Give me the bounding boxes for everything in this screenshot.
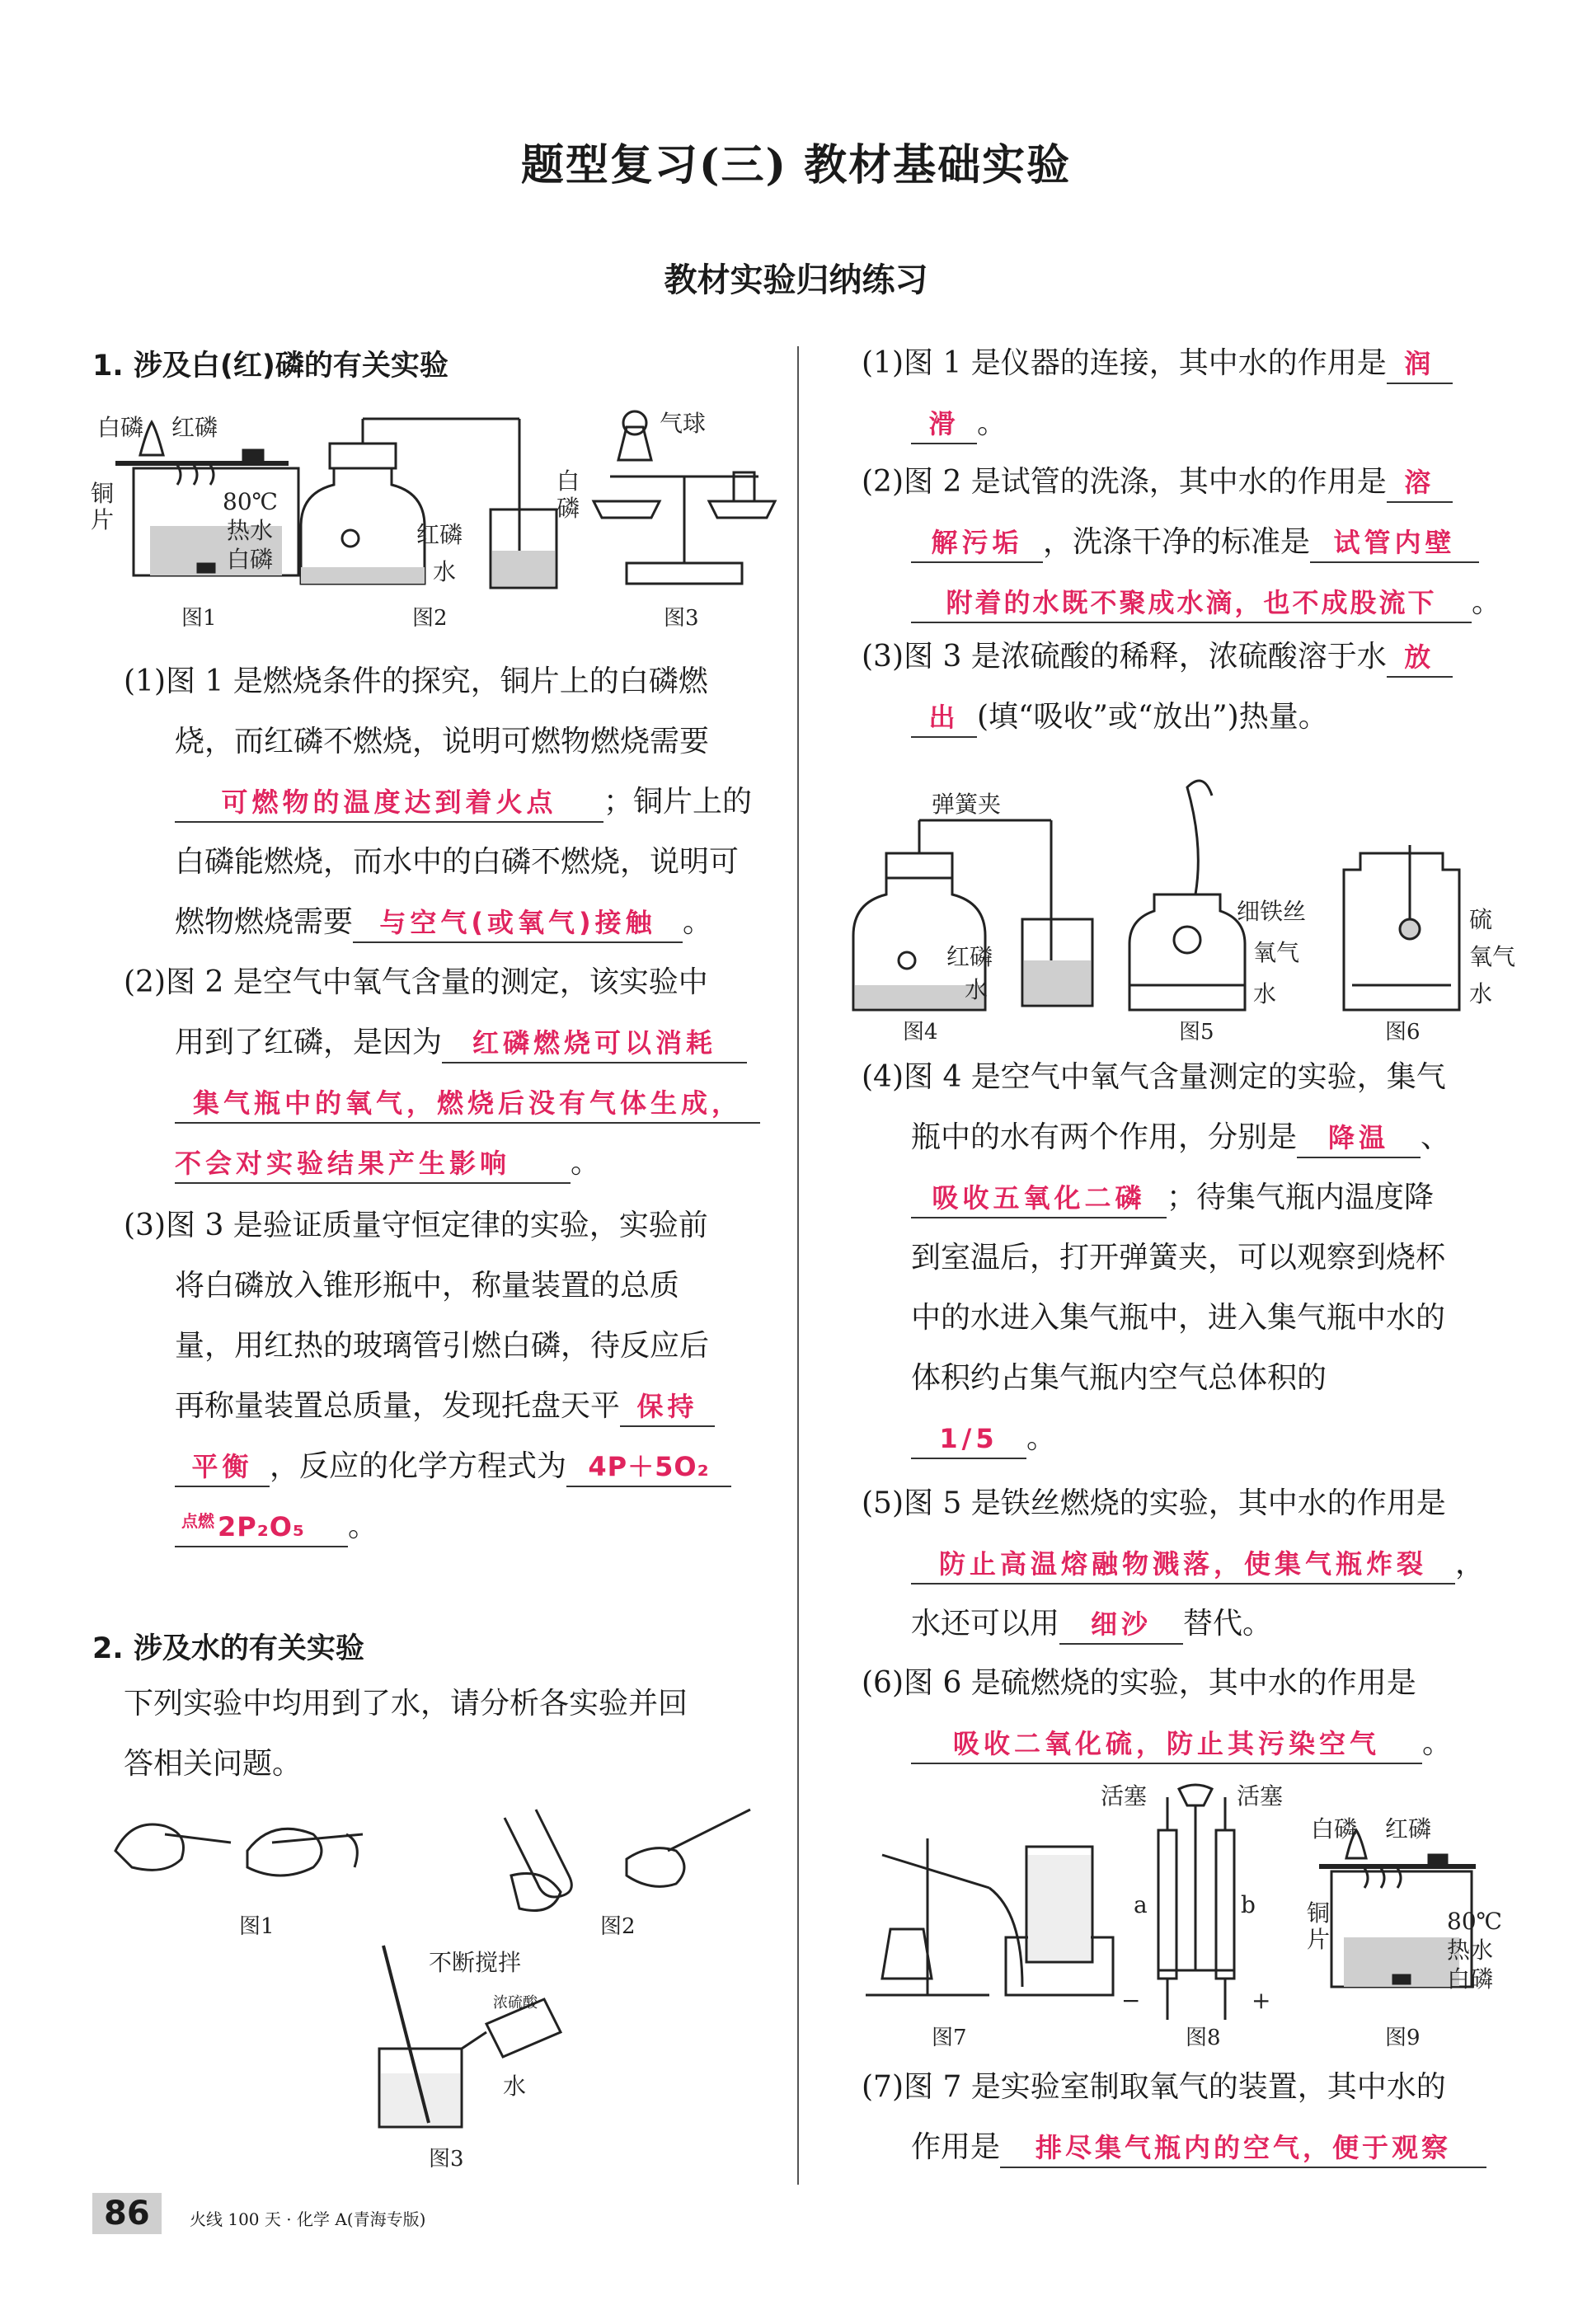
book-title: 火线 100 天 · 化学 A(青海专版)	[190, 2209, 426, 2229]
r-q3-text1: (3)图 3 是浓硫酸的稀释，浓硫酸溶于水	[862, 640, 1387, 674]
fig9-label-white-p: 白磷	[1311, 1815, 1358, 1843]
fig6-caption: 图6	[1385, 1020, 1421, 1045]
r-q4-text4: ；待集气瓶内温度降	[1167, 1181, 1435, 1214]
r-q1-answer1: 润	[1387, 345, 1453, 384]
fig8-caption: 图8	[1186, 2026, 1221, 2050]
s1-q1-line1: (1)图 1 是燃烧条件的探究，铜片上的白磷燃	[124, 664, 708, 698]
fig6-label-oxygen: 氧气	[1469, 943, 1516, 970]
s1-q3-line1: (3)图 3 是验证质量守恒定律的实验，实验前	[124, 1209, 708, 1242]
fig8-label-b: b	[1241, 1891, 1256, 1918]
s1-q1	[124, 651, 775, 952]
fig2-label-water: 水	[433, 558, 457, 585]
fig4-label-water: 水	[965, 976, 989, 1003]
fig6-label-water: 水	[1469, 980, 1493, 1007]
figures-7-9	[849, 1772, 1509, 2057]
page-subtitle: 教材实验归纳练习	[664, 261, 928, 299]
r-q5-text3: 水还可以用	[911, 1607, 1060, 1641]
s2-fig2-caption: 图2	[600, 1914, 636, 1939]
r-q4-text2: 瓶中的水有两个作用，分别是	[911, 1120, 1298, 1154]
r-q2-text3: 。	[1472, 585, 1502, 619]
r-q5-text2: ，	[1455, 1547, 1486, 1580]
page-number: 86	[92, 2193, 162, 2234]
r-q2-text2: ，洗涤干净的标准是	[1043, 525, 1311, 559]
r-q6	[862, 1653, 1505, 1773]
r-q6-line1: (6)图 6 是硫燃烧的实验，其中水的作用是	[862, 1666, 1416, 1700]
fig1-label-red-p: 红磷	[171, 414, 218, 441]
fig9-label-red-p: 红磷	[1385, 1815, 1432, 1843]
s1-q2-answer3: 不会对实验结果产生影响	[175, 1144, 571, 1184]
r-q2-answer4: 附着的水既不聚成水滴，也不成股流下	[911, 584, 1472, 623]
fig8-label-minus: −	[1121, 1987, 1141, 2014]
fig5-label-water: 水	[1253, 980, 1277, 1007]
fig4-label-red-p: 红磷	[946, 943, 993, 970]
r-q6-text2: 。	[1422, 1726, 1453, 1760]
s1-q1-text6: 。	[683, 905, 713, 939]
r-q4-line1: (4)图 4 是空气中氧气含量测定的实验，集气	[862, 1060, 1446, 1094]
fig2-caption: 图2	[412, 606, 448, 631]
r-q4-answer1: 降温	[1297, 1119, 1421, 1158]
s1-q2-line1: (2)图 2 是空气中氧气含量的测定，该实验中	[124, 965, 708, 999]
r-q3-answer1: 放	[1387, 638, 1453, 678]
r-q6-answer1: 吸收二氧化硫，防止其污染空气	[911, 1725, 1422, 1764]
s1-q3-text6: 。	[348, 1509, 378, 1543]
fig1-label-white-p: 白磷	[97, 414, 144, 441]
s1-q3-text5: ，反应的化学方程式为	[270, 1449, 567, 1483]
fig2-label-red-p: 红磷	[416, 521, 463, 548]
fig3-label-phosphorus: 磷	[556, 495, 580, 522]
r-q4-text8: 。	[1026, 1421, 1057, 1455]
fig9-caption: 图9	[1385, 2026, 1421, 2050]
r-q4-text3: 、	[1421, 1120, 1451, 1154]
fig8-label-a: a	[1134, 1891, 1148, 1918]
page-title: 题型复习(三) 教材基础实验	[520, 140, 1072, 190]
r-q2-answer1: 溶	[1387, 463, 1453, 503]
s1-q1-text5: 燃物燃烧需要	[175, 905, 354, 939]
r-q7-text2: 作用是	[911, 2130, 1001, 2164]
r-q3-answer2: 出	[911, 698, 977, 738]
fig9-label-hot-water: 热水	[1447, 1937, 1494, 1964]
r-q3-text2: (填“吸收”或“放出”)热量。	[977, 700, 1328, 734]
fig9-label-temp: 80℃	[1447, 1908, 1502, 1935]
section1-heading: 1. 涉及白(红)磷的有关实验	[92, 350, 448, 383]
r-q2	[862, 452, 1505, 632]
column-divider	[797, 346, 799, 2185]
fig4-caption: 图4	[903, 1020, 938, 1045]
r-q1-text1: (1)图 1 是仪器的连接，其中水的作用是	[862, 346, 1387, 380]
r-q1-answer2: 滑	[911, 405, 977, 444]
r-q3	[862, 627, 1505, 747]
fig9-label-white-p-water: 白磷	[1447, 1965, 1494, 1993]
r-q2-text1: (2)图 2 是试管的洗涤，其中水的作用是	[862, 465, 1387, 499]
s1-q1-text3: ；铜片上的	[603, 785, 753, 819]
r-q1-text2: 。	[977, 406, 1007, 440]
r-q1	[862, 333, 1505, 453]
s1-q3-line2: 将白磷放入锥形瓶中，称量装置的总质	[175, 1269, 680, 1303]
section2-figures	[99, 1785, 783, 2176]
fig8-label-plus: +	[1252, 1987, 1271, 2014]
section1-figures	[82, 402, 783, 641]
fig7-caption: 图7	[932, 2026, 967, 2050]
fig1-label-temp: 80℃	[223, 488, 278, 515]
s2-fig3-label-stir: 不断搅拌	[429, 1949, 522, 1976]
fig5-label-wire: 细铁丝	[1237, 898, 1307, 925]
fig5-caption: 图5	[1179, 1020, 1214, 1045]
fig6-label-sulfur: 硫	[1469, 906, 1493, 933]
s1-q1-line2: 烧，而红磷不燃烧，说明可燃物燃烧需要	[175, 725, 710, 758]
s1-q3-text4: 再称量装置总质量，发现托盘天平	[175, 1389, 621, 1423]
s2-intro	[124, 1674, 775, 1794]
fig8-label-valve-left: 活塞	[1101, 1782, 1148, 1810]
s2-intro-line2: 答相关问题。	[124, 1747, 303, 1781]
r-q5-answer2: 细沙	[1059, 1605, 1183, 1645]
fig9-label-copper: 铜	[1307, 1899, 1331, 1927]
r-q4-answer2: 吸收五氧化二磷	[911, 1179, 1167, 1218]
fig4-label-clip: 弹簧夹	[932, 791, 1002, 818]
fig1-label-sheet: 片	[91, 506, 115, 533]
s2-fig3-label-water: 水	[503, 2073, 527, 2100]
r-q7-line1: (7)图 7 是实验室制取氧气的装置，其中水的	[862, 2070, 1446, 2104]
s1-q3-answer3: 4P＋5O₂	[566, 1448, 731, 1487]
r-q4-line5: 到室温后，打开弹簧夹，可以观察到烧杯	[911, 1241, 1446, 1275]
fig3-caption: 图3	[664, 606, 699, 631]
s1-q2-text2: 用到了红磷，是因为	[175, 1026, 443, 1059]
s2-fig3-caption: 图3	[429, 2147, 464, 2171]
r-q4-answer3: 1/5	[911, 1420, 1026, 1459]
r-q7-answer1: 排尽集气瓶内的空气，便于观察	[1000, 2129, 1486, 2168]
s1-q2	[124, 952, 775, 1193]
s2-fig1-caption: 图1	[239, 1914, 275, 1939]
fig8-label-valve-right: 活塞	[1237, 1782, 1284, 1810]
s1-q3-answer1: 保持	[620, 1387, 715, 1427]
fig3-label-balloon: 气球	[660, 410, 707, 437]
s2-intro-line1: 下列实验中均用到了水，请分析各实验并回	[124, 1687, 688, 1721]
fig1-label-hot-water: 热水	[227, 517, 274, 544]
fig3-label-white: 白	[556, 467, 580, 495]
r-q5-answer1: 防止高温熔融物溅落，使集气瓶炸裂	[911, 1545, 1455, 1585]
s1-q1-answer1: 可燃物的温度达到着火点	[175, 783, 603, 823]
r-q5-line1: (5)图 5 是铁丝燃烧的实验，其中水的作用是	[862, 1486, 1446, 1520]
s1-q3	[124, 1195, 775, 1556]
r-q4-line7: 体积约占集气瓶内空气总体积的	[911, 1361, 1327, 1395]
r-q2-answer2: 解污垢	[911, 523, 1043, 563]
r-q4-line6: 中的水进入集气瓶中，进入集气瓶中水的	[911, 1301, 1446, 1335]
s1-q3-line3: 量，用红热的玻璃管引燃白磷，待反应后	[175, 1329, 710, 1363]
section2-heading: 2. 涉及水的有关实验	[92, 1632, 364, 1665]
fig5-label-oxygen: 氧气	[1253, 939, 1300, 966]
r-q5	[862, 1473, 1505, 1654]
s2-fig3-label-acid: 浓硫酸	[493, 1994, 538, 2012]
r-q5-text4: 替代。	[1183, 1607, 1273, 1641]
s1-q2-answer1: 红磷燃烧可以消耗	[442, 1024, 747, 1063]
figures-4-6	[849, 754, 1516, 1051]
s1-q3-answer2: 平衡	[175, 1448, 270, 1487]
r-q4	[862, 1047, 1505, 1468]
s1-q2-text3: 。	[571, 1146, 601, 1180]
s1-q1-line4: 白磷能燃烧，而水中的白磷不燃烧，说明可	[175, 845, 740, 879]
fig1-caption: 图1	[181, 606, 217, 631]
r-q2-answer3: 试管内壁	[1310, 523, 1479, 563]
fig9-label-sheet: 片	[1307, 1926, 1331, 1953]
s1-q3-condition: 点燃	[181, 1511, 214, 1531]
s1-q2-answer2: 集气瓶中的氧气，燃烧后没有气体生成，	[175, 1084, 760, 1124]
s1-q3-answer4: 2P₂O₅	[175, 1508, 348, 1547]
fig1-label-white-p-water: 白磷	[227, 546, 274, 573]
s1-q1-answer2: 与空气(或氧气)接触	[353, 904, 683, 943]
r-q7	[862, 2057, 1505, 2177]
fig1-label-copper: 铜	[91, 480, 115, 507]
